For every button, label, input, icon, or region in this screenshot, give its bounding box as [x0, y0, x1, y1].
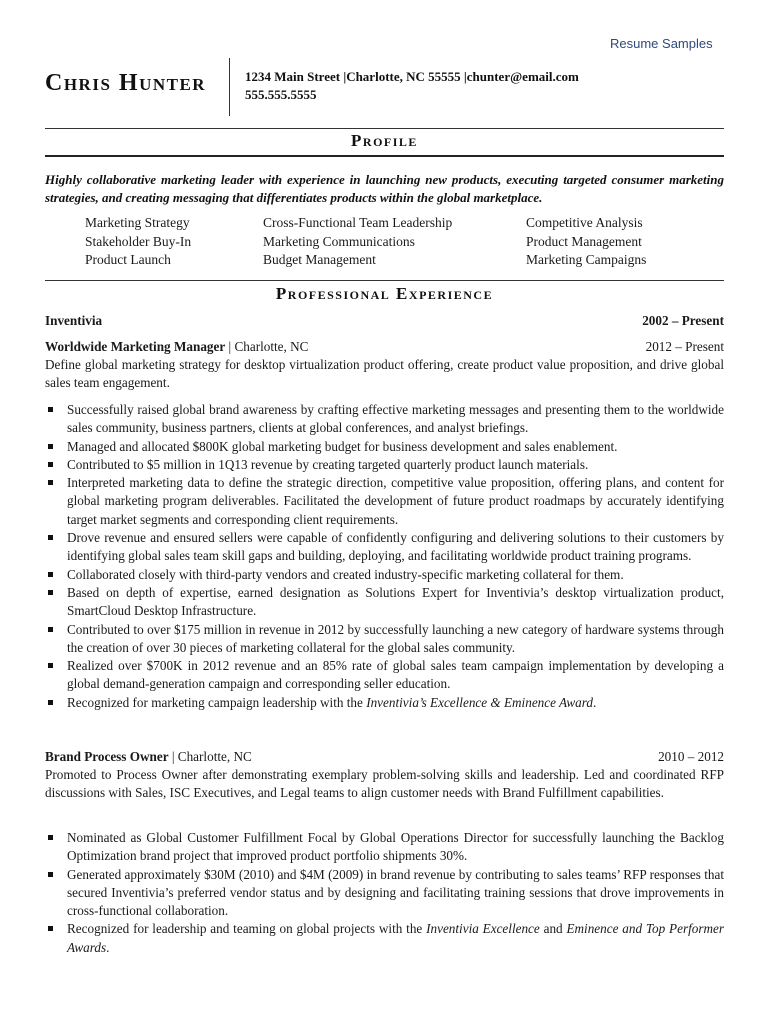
role-dates: 2010 – 2012 [658, 749, 724, 764]
list-item: Collaborated closely with third-party vendors and created industry-specific marketing collateral for them. [45, 566, 724, 584]
skill-item: Stakeholder Buy-In [85, 233, 192, 249]
list-item: Nominated as Global Customer Fulfillment Focal by Global Operations Director for successfully launching the Backlog Optimization brand project that improved product portfolio shipments 30%. [45, 829, 724, 866]
list-item: Contributed to $5 million in 1Q13 revenue by creating targeted quarterly product launch materials. [45, 456, 724, 474]
bullet-text: and [539, 921, 567, 937]
role-location: | Charlotte, NC [168, 749, 252, 764]
skill-item: Cross-Functional Team Leadership [263, 215, 453, 230]
list-item: Successfully raised global brand awareness by crafting effective marketing messages and presenting them to the worldwide sales community, business partners, clients at global conferences, and analyst briefings. [45, 401, 724, 438]
role-achievements [45, 401, 724, 712]
resume-samples-link[interactable]: Resume Samples [610, 36, 713, 51]
bullet-text: Recognized for marketing campaign leadership with the [67, 694, 367, 710]
skill-item: Budget Management [263, 252, 376, 267]
bullet-text: . [592, 694, 597, 710]
skill-item: Marketing Strategy [85, 215, 190, 230]
award-name: Inventivia’s Excellence & Eminence Award [366, 694, 593, 710]
contact-phone: 555.555.5555 [245, 87, 317, 102]
role-dates: 2012 – Present [645, 339, 724, 354]
skill-item: Product Launch [85, 252, 171, 267]
company-line [45, 312, 724, 330]
skills-column-2 [263, 214, 452, 270]
bullet-text: . [106, 939, 110, 955]
candidate-name: Chris Hunter [45, 70, 207, 96]
skills-column-1 [85, 214, 191, 270]
role-title: Brand Process Owner [45, 749, 169, 764]
list-item [45, 694, 724, 712]
profile-summary: Highly collaborative marketing leader with experience in launching new products, executing targeted consumer marketing strategies, and creating messaging that differentiates products within the global marketplace. [45, 172, 724, 205]
skill-item: Marketing Campaigns [526, 252, 647, 267]
bullet-text: Recognized for leadership and teaming on global projects with the [67, 921, 427, 937]
skill-item: Product Management [526, 233, 642, 249]
role-line [45, 748, 724, 766]
list-item: Contributed to over $175 million in revenue in 2012 by successfully launching a new category of hardware systems through the creation of over 30 pieces of marketing collateral for the global sales community. [45, 621, 724, 658]
role-achievements [45, 829, 724, 957]
role-title: Worldwide Marketing Manager [45, 339, 226, 354]
list-item: Managed and allocated $800K global marketing budget for business development and sales enablement. [45, 438, 724, 456]
list-item: Drove revenue and ensured sellers were capable of confidently configuring and delivering solutions to their customers by identifying global sales team skill gaps and building, deploying, and facilitating worldwide product training programs. [45, 529, 724, 566]
company-dates: 2002 – Present [642, 313, 724, 328]
role-location: | Charlotte, NC [225, 339, 309, 354]
skill-item: Marketing Communications [263, 233, 415, 249]
skill-item: Competitive Analysis [526, 215, 643, 230]
profile-rule-top [45, 128, 724, 129]
profile-rule-bottom [45, 155, 724, 157]
list-item: Generated approximately $30M (2010) and $4M (2009) in brand revenue by contributing to sales teams’ RFP responses that secured Inventivia’s preferred vendor status and by designing and facilitating training sessions that drove improvements in cross-functional collaboration. [45, 866, 724, 921]
experience-heading: Professional Experience [275, 284, 494, 303]
role-summary: Define global marketing strategy for desktop virtualization product offering, create product value proposition, and drive global sales team engagement. [45, 357, 724, 391]
award-name: Eminence and Top Performer Awards [67, 921, 724, 955]
skills-column-3 [526, 214, 646, 270]
list-item: Based on depth of expertise, earned designation as Solutions Expert for Inventivia’s desktop virtualization product, SmartCloud Desktop Infrastructure. [45, 584, 724, 621]
profile-heading: Profile [351, 131, 418, 150]
role-summary: Promoted to Process Owner after demonstrating exemplary problem-solving skills and leadership. Led and coordinated RFP discussions with Sales, ISC Executives, and Legal teams to align customer needs with Brand Fulfillment capabilities. [45, 767, 724, 801]
list-item: Realized over $700K in 2012 revenue and an 85% rate of global sales team campaign implementation by developing a global demand-generation campaign and corresponding seller education. [45, 657, 724, 694]
list-item: Interpreted marketing data to define the strategic direction, competitive value proposition, offering plans, and content for global marketing program deliverables. Facilitated the development of future product roadmaps by accurately identifying target market segments and corresponding client requirements. [45, 474, 724, 529]
contact-address-email: 1234 Main Street |Charlotte, NC 55555 |chunter@email.com [245, 69, 579, 84]
list-item [45, 920, 724, 957]
company-name: Inventivia [45, 313, 103, 328]
role-line [45, 338, 724, 356]
experience-rule-top [45, 280, 724, 281]
resume-header [45, 58, 725, 118]
header-divider [229, 58, 230, 116]
award-name: Inventivia Excellence [426, 921, 540, 937]
contact-info [245, 68, 579, 104]
